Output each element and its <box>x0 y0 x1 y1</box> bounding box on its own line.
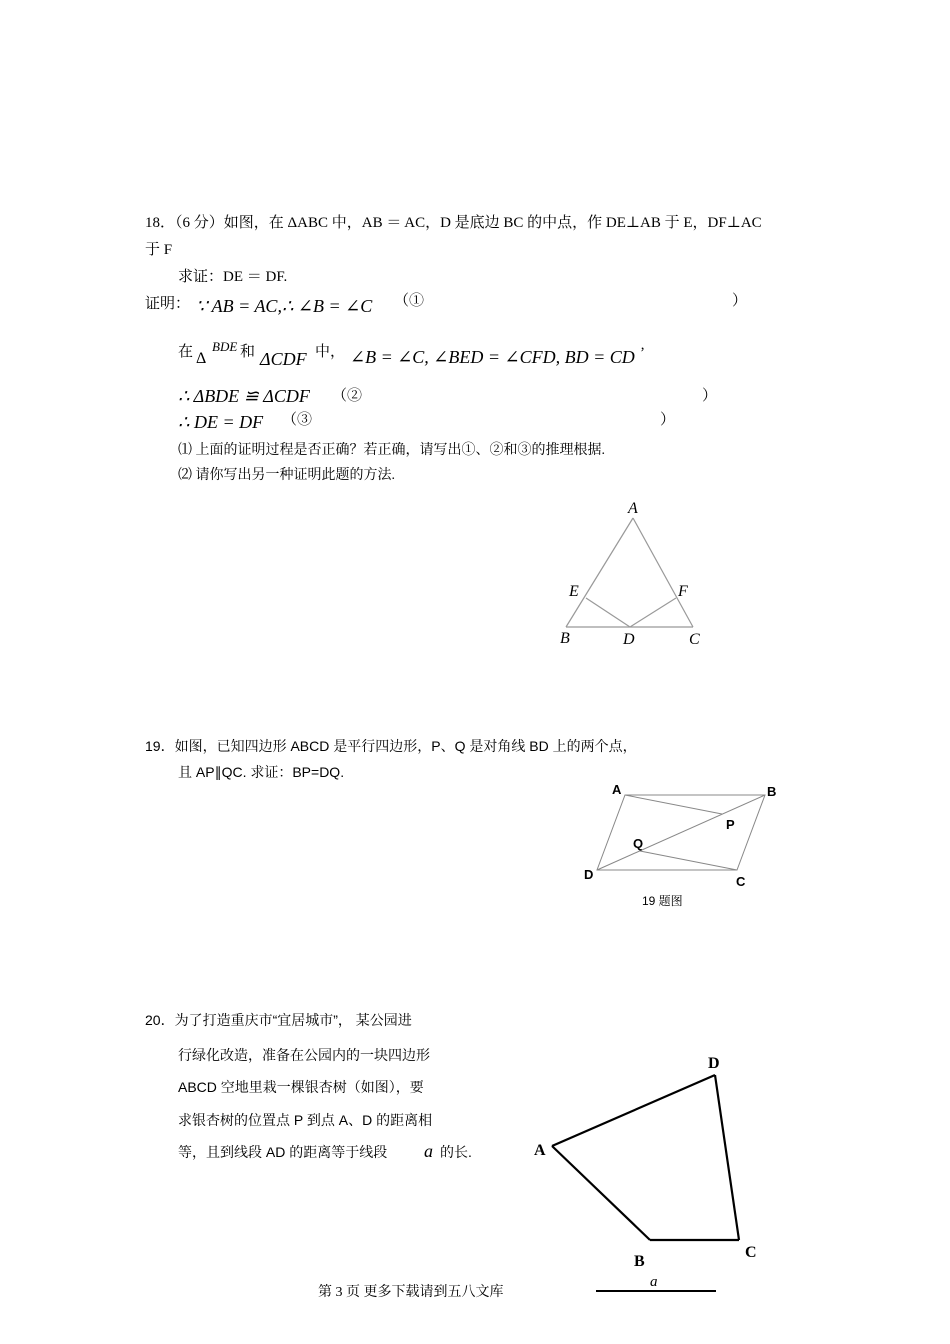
q18-label-e: E <box>569 583 579 600</box>
q19-seg-qc <box>640 851 737 870</box>
q20-quadrilateral-figure <box>552 1075 739 1240</box>
q18-step4-close: ） <box>660 412 676 428</box>
q20-side-dc <box>715 1075 739 1240</box>
q18-side-ab <box>566 518 633 627</box>
q20-line2: 行绿化改造，准备在公园内的一块四边形 <box>178 1047 430 1063</box>
q19-label-q: Q <box>633 836 644 851</box>
q20-label-d: D <box>708 1055 720 1072</box>
q19-caption: 19 题图 <box>642 894 683 908</box>
q19-seg-ap <box>625 795 722 814</box>
q20-segment-label: a <box>650 1274 658 1290</box>
q18-step2-cdf: ΔCDF <box>260 349 307 369</box>
q18-step1-reason: （① <box>394 293 425 309</box>
q19-label-b: B <box>767 784 777 799</box>
q20-line3: ABCD 空地里栽一棵银杏树（如图），要 <box>178 1079 424 1095</box>
q19-line1: 19．如图，已知四边形 ABCD 是平行四边形，P、Q 是对角线 BD 上的两个点， <box>145 738 637 754</box>
q20-label-b: B <box>634 1253 645 1270</box>
q19-parallelogram-figure <box>597 795 765 870</box>
q18-label-f: F <box>678 583 688 600</box>
q19-label-d: D <box>584 867 594 882</box>
q18-step2-zhong: 中， <box>315 344 346 360</box>
q18-label-c: C <box>689 631 700 648</box>
q18-step1: ∵ AB = AC,∴ ∠B = ∠C <box>196 296 373 316</box>
q19-label-a: A <box>612 782 622 797</box>
q18-step2-prefix: 在 <box>178 344 194 360</box>
q18-step3-reason: （② <box>332 388 363 404</box>
q20-a-symbol: a <box>424 1141 433 1161</box>
q18-side-ac <box>633 518 693 627</box>
q18-step4-reason: （③ <box>282 412 313 428</box>
q20-side-ad <box>552 1075 715 1146</box>
q20-label-c: C <box>745 1244 757 1261</box>
q20-label-a: A <box>534 1142 546 1159</box>
q18-ask2: ⑵ 请你写出另一种证明此题的方法. <box>178 468 395 483</box>
q18-line1b: 于 F <box>145 242 173 258</box>
q19-label-c: C <box>736 874 746 889</box>
q18-step4: ∴ DE = DF <box>178 412 264 432</box>
q18-seg-de <box>586 598 630 627</box>
q19-line2: 且 AP∥QC. 求证：BP=DQ. <box>178 764 345 780</box>
q18-label-d: D <box>623 631 635 648</box>
q18-step1-close: ） <box>732 293 748 309</box>
q20-line1: 20．为了打造重庆市“宜居城市”， 某公园进 <box>145 1012 412 1028</box>
q18-label-b: B <box>560 630 570 647</box>
q18-step2-and: 和 <box>240 344 256 360</box>
q18-step3-close: ） <box>702 388 718 404</box>
q20-side-ba <box>552 1146 650 1240</box>
q18-ask1: ⑴ 上面的证明过程是否正确？若正确，请写出①、②和③的推理根据. <box>178 443 605 458</box>
q19-label-p: P <box>726 817 735 832</box>
q18-step2-bde: BDE <box>212 339 238 354</box>
q18-seg-df <box>630 598 676 627</box>
q18-step2-delta: Δ <box>196 350 207 367</box>
q20-tail: 的长. <box>440 1144 472 1160</box>
q18-label-a: A <box>628 500 638 517</box>
q18-line1: 18．（6 分）如图，在 ΔABC 中，AB ＝ AC，D 是底边 BC 的中点，作 DE⊥AB 于 E，DF⊥AC <box>145 215 762 231</box>
page-footer: 第 3 页 更多下载请到五八文库 <box>318 1285 504 1300</box>
q18-proof-label: 证明： <box>145 296 191 312</box>
q18-triangle-figure <box>566 518 693 627</box>
q18-step2-comma: ’ <box>640 345 645 361</box>
q18-step2-cond: ∠B = ∠C, ∠BED = ∠CFD, BD = CD <box>350 347 635 367</box>
q20-line4: 求银杏树的位置点 P 到点 A、D 的距离相 <box>178 1112 433 1128</box>
q18-step3: ∴ ΔBDE ≌ ΔCDF <box>178 386 310 406</box>
q18-prove: 求证：DE ＝ DF. <box>178 269 288 285</box>
q20-line5: 等，且到线段 AD 的距离等于线段 <box>178 1144 388 1160</box>
